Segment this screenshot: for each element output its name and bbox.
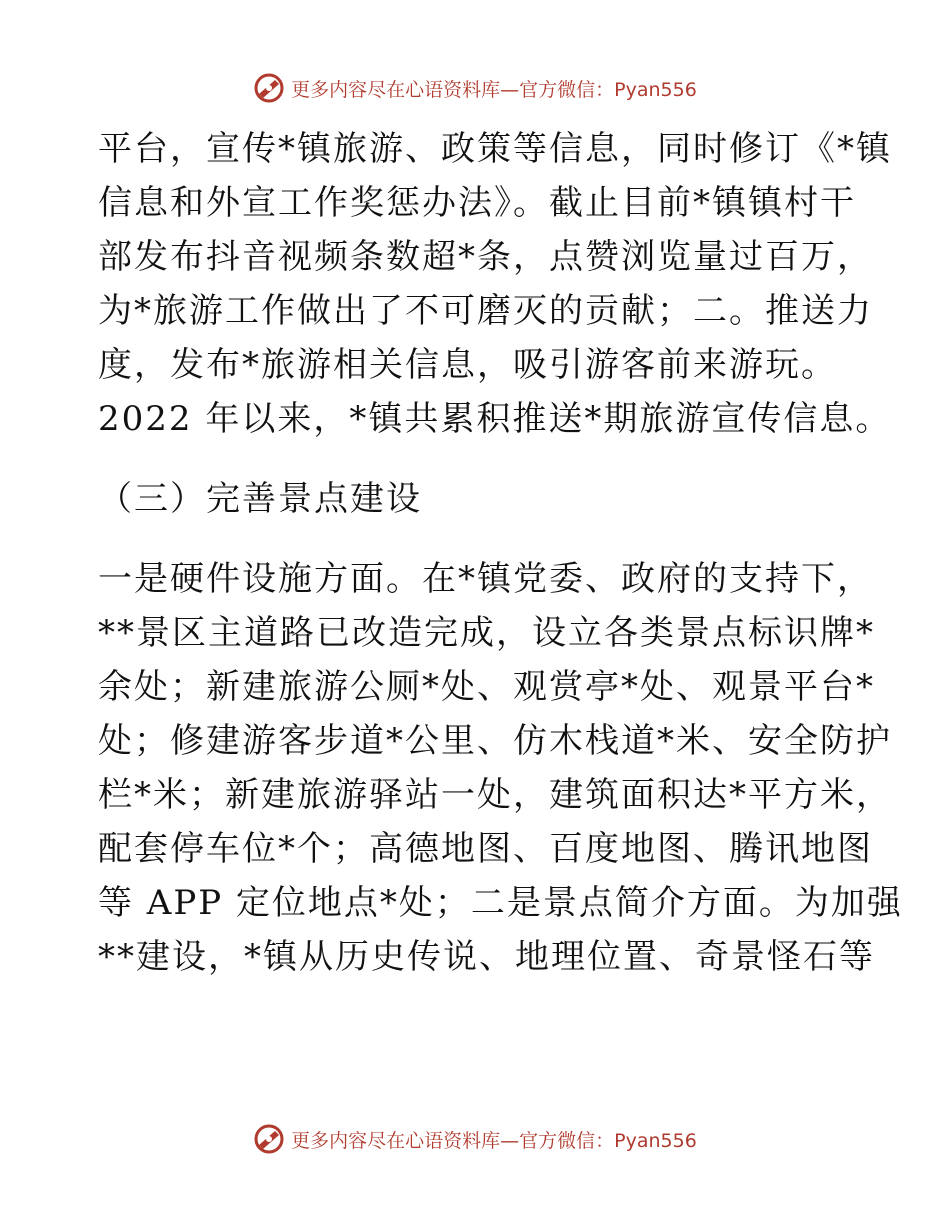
text-line: **景区主道路已改造完成，设立各类景点标识牌* bbox=[98, 613, 875, 653]
text-line: 栏*米；新建旅游驿站一处，建筑面积达*平方米， bbox=[98, 775, 892, 815]
watermark-text: 更多内容尽在心语资料库—官方微信：Pyan556 bbox=[291, 78, 697, 101]
text-line: 等 APP 定位地点*处；二是景点简介方面。为加强 bbox=[98, 883, 903, 923]
brand-logo-icon bbox=[253, 72, 285, 104]
text-line: 度，发布*旅游相关信息，吸引游客前来游玩。 bbox=[98, 345, 837, 385]
document-body bbox=[98, 122, 903, 984]
text-line: 2022 年以来，*镇共累积推送*期旅游宣传信息。 bbox=[98, 399, 892, 439]
paragraph-2 bbox=[98, 552, 903, 984]
text-line: 为*旅游工作做出了不可磨灭的贡献；二。推送力 bbox=[98, 291, 873, 331]
text-line: 配套停车位*个；高德地图、百度地图、腾讯地图 bbox=[98, 829, 873, 869]
text-line: **建设，*镇从历史传说、地理位置、奇景怪石等 bbox=[98, 937, 875, 977]
text-line: 信息和外宣工作奖惩办法》。截止目前*镇镇村干 bbox=[98, 183, 856, 223]
text-line: 部发布抖音视频条数超*条，点赞浏览量过百万， bbox=[98, 237, 873, 277]
section-heading bbox=[98, 472, 858, 526]
text-line: 平台，宣传*镇旅游、政策等信息，同时修订《*镇 bbox=[98, 129, 892, 169]
watermark-text: 更多内容尽在心语资料库—官方微信：Pyan556 bbox=[291, 1129, 697, 1152]
text-line: 一是硬件设施方面。在*镇党委、政府的支持下， bbox=[98, 559, 873, 599]
paragraph-1 bbox=[98, 122, 892, 446]
heading-line: （三）完善景点建设 bbox=[98, 479, 422, 519]
text-line: 处；修建游客步道*公里、仿木栈道*米、安全防护 bbox=[98, 721, 892, 761]
brand-logo-icon bbox=[253, 1123, 285, 1155]
footer-watermark bbox=[0, 1123, 950, 1155]
text-line: 余处；新建旅游公厕*处、观赏亭*处、观景平台* bbox=[98, 667, 875, 707]
header-watermark bbox=[0, 72, 950, 104]
